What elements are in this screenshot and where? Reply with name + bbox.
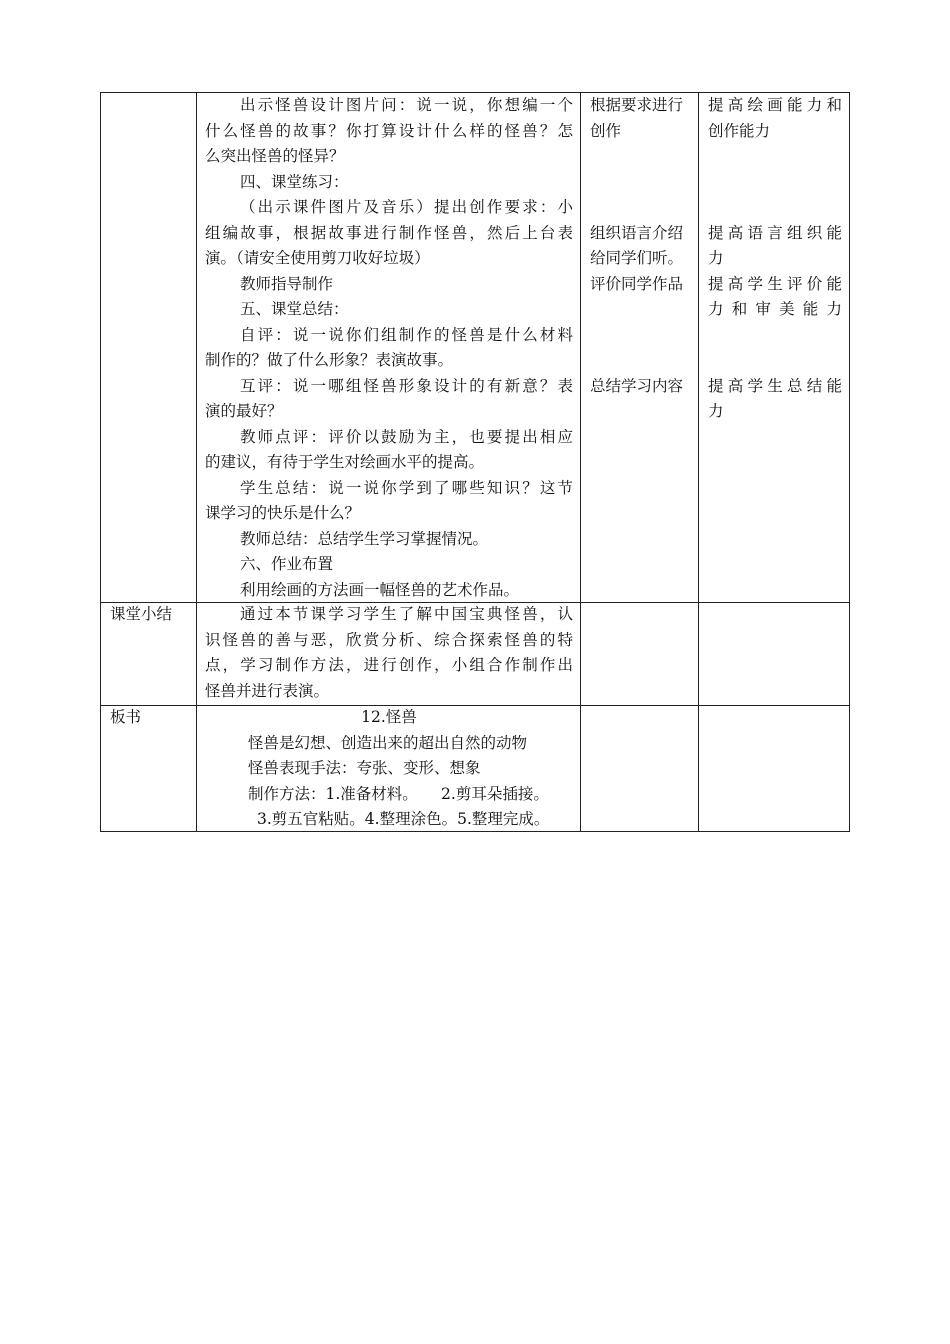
board-line: 3.剪五官粘贴。4.整理涂色。5.整理完成。 [257,810,550,828]
process-text-line: 课学习的快乐是什么？ [205,504,361,522]
process-text-line: 制作的？做了什么形象？表演故事。 [205,351,454,369]
process-text-line: 五、课堂总结： [240,300,349,318]
student-activity-line: 根据要求进行 [590,96,684,114]
process-text-line: 什么怪兽的故事？你打算设计什么样的怪兽？怎 [205,121,573,140]
student-activity-group [590,221,692,298]
process-text-line: 学生总结：说一说你学到了哪些知识？这节 [240,478,573,497]
student-activity-line: 组织语言介绍 [590,223,684,242]
column-divider [196,93,197,831]
process-text-line: 教师指导制作 [240,274,334,293]
process-text-line: 六、作业布置 [240,555,334,573]
process-text-line: 出示怪兽设计图片问：说一说，你想编一个 [240,96,573,114]
process-text-line: 教师总结：总结学生学习掌握情况。 [240,529,489,548]
board-label [110,705,190,731]
board-line: 怪兽表现手法：夸张、变形、想象 [248,759,481,777]
summary-line: 怪兽并进行表演。 [205,681,330,700]
lesson-plan-table [100,92,850,832]
column-divider [698,93,699,831]
design-intent-line: 提高绘画能力和 [708,96,842,114]
student-activity-line: 评价同学作品 [590,274,684,293]
process-text-line: 么突出怪兽的怪异？ [205,147,345,165]
summary-label-text: 课堂小结 [110,605,173,623]
student-activity-group [590,93,692,144]
process-text-line: 自评：说一说你们组制作的怪兽是什么材料 [240,325,573,344]
design-intent-line: 提高学生总结能 [708,376,842,395]
student-activity-line: 总结学习内容 [590,376,684,395]
design-intent-group [708,374,842,425]
design-intent-line: 力 [708,402,724,420]
teaching-process-cell [205,93,573,603]
process-text-line: 的建议，有待于学生对绘画水平的提高。 [205,453,485,471]
column-divider [580,93,581,831]
student-activity-line: 创作 [590,121,622,140]
design-intent-line: 提高语言组织能 [708,223,842,242]
summary-cell [205,602,573,704]
design-intent-line: 力 [708,249,724,267]
design-intent-line: 创作能力 [708,121,771,140]
design-intent-line: 力和审美能力 [708,300,842,318]
board-line: 制作方法：1.准备材料。 2.剪耳朵插接。 [248,784,549,803]
design-intent-group [708,93,842,144]
process-text-line: 互评：说一哪组怪兽形象设计的有新意？表 [240,376,573,395]
process-text-line: 四、课堂练习： [240,172,349,191]
summary-label [110,602,190,628]
design-intent-group [708,221,842,323]
board-title: 12.怪兽 [361,708,417,726]
summary-line: 识怪兽的善与恶，欣赏分析、综合探索怪兽的特 [205,630,573,649]
board-cell [205,705,573,833]
student-activity-group [590,374,692,400]
board-line: 怪兽是幻想、创造出来的超出自然的动物 [248,733,528,752]
summary-line: 通过本节课学习学生了解中国宝典怪兽，认 [240,605,573,623]
student-activity-cell [590,93,692,399]
process-text-line: 演的最好？ [205,402,283,420]
student-activity-line: 给同学们听。 [590,249,684,267]
board-label-text: 板书 [110,708,142,726]
process-text-line: 组编故事，根据故事进行制作怪兽，然后上台表 [205,223,573,242]
process-text-line: 利用绘画的方法画一幅怪兽的艺术作品。 [240,580,520,599]
design-intent-line: 提高学生评价能 [708,274,842,293]
design-intent-cell [708,93,842,425]
summary-line: 点，学习制作方法，进行创作，小组合作制作出 [205,656,573,674]
process-text-line: 演。（请安全使用剪刀收好垃圾） [205,249,430,267]
process-text-line: 教师点评：评价以鼓励为主，也要提出相应 [240,427,573,446]
process-text-line: （出示课件图片及音乐）提出创作要求：小 [240,198,573,216]
